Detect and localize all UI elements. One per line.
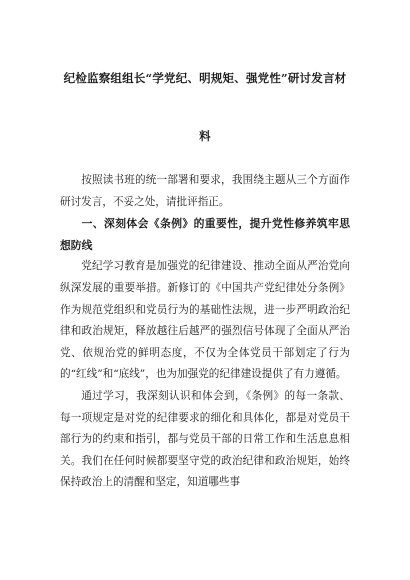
document-title-line-1: 纪检监察组组长“学党纪、明规矩、强党性”研讨发言材	[63, 71, 347, 85]
section-heading-1: 一、深刻体会《条例》的重要性，提升党性修养筑牢思想防线	[60, 217, 350, 252]
document-body	[60, 170, 350, 494]
body-paragraph-1: 党纪学习教育是加强党的纪律建设、推动全面从严治党向纵深发展的重要举措。新修订的《中国共产党纪律处分条例》作为规范党组织和党员行为的基础性法规，进一步严明政治纪律和政治规矩，释放越往后越严的强烈信号体现了全面从严治党、依规治党的鲜明态度，不仅为全体党员干部划定了行为的“红线”和“底线”，也为加强党的纪律建设提供了有力遵循。	[60, 260, 350, 381]
document-title-line-2: 料	[199, 129, 211, 143]
intro-paragraph: 按照读书班的统一部署和要求，我围绕主题从三个方面作研讨发言，不妥之处，请批评指正。	[60, 174, 350, 208]
body-paragraph-2: 通过学习，我深刻认识和体会到，《条例》的每一条款、每一项规定是对党的纪律要求的细化和具体化，都是对党员干部行为的约束和指引，都与党员干部的日常工作和生活息息相关。我们在任何时候都要坚守党的政治纪律和政治规矩，始终保持政治上的清醒和坚定，知道哪些事	[60, 389, 350, 489]
